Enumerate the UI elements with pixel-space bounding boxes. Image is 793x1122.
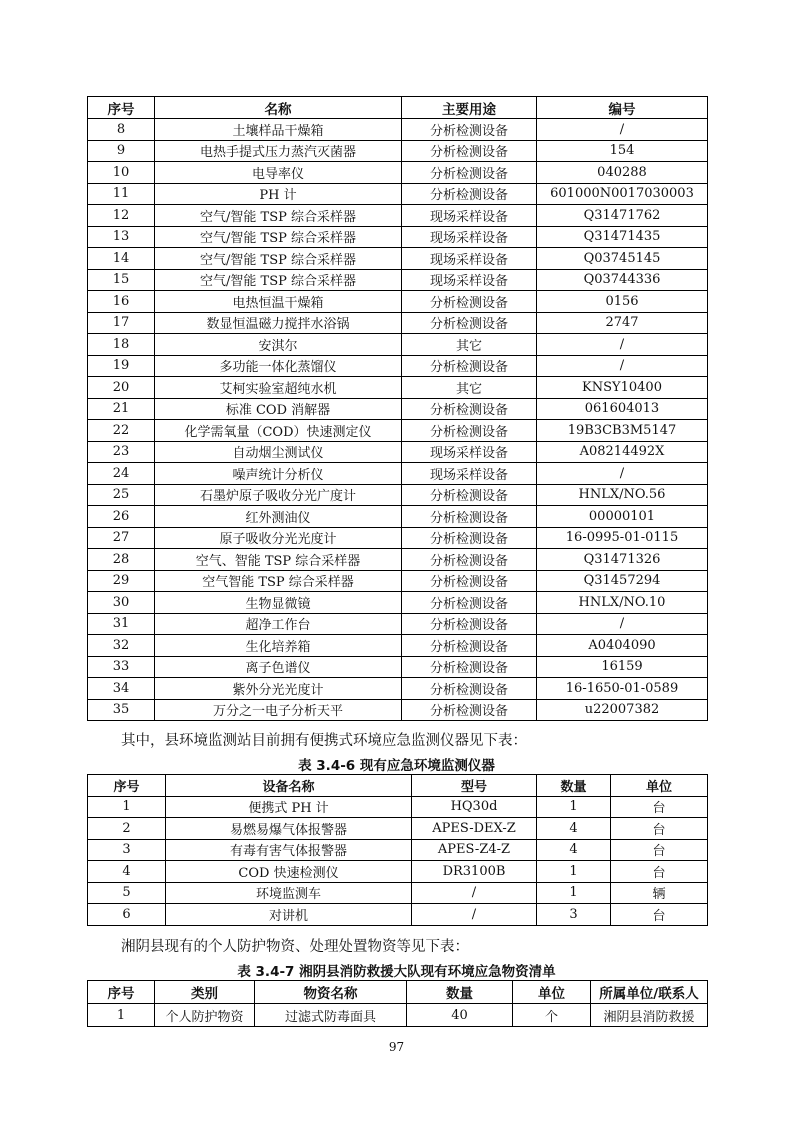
table-cell: 便携式 PH 计 <box>166 796 412 818</box>
table-cell: 环境监测车 <box>166 882 412 904</box>
table-cell: Q31457294 <box>537 570 708 592</box>
table-cell: 40 <box>407 1004 513 1027</box>
table-cell: 35 <box>88 699 155 721</box>
table-row <box>88 592 708 614</box>
table-cell: 分析检测设备 <box>402 570 537 592</box>
table-cell: 040288 <box>537 162 708 184</box>
table-header-row <box>88 775 708 797</box>
table-cell: 分析检测设备 <box>402 312 537 334</box>
table-cell: 14 <box>88 248 155 270</box>
table-cell: 27 <box>88 527 155 549</box>
table-cell: APES-Z4-Z <box>412 839 537 861</box>
table-cell: Q03744336 <box>537 269 708 291</box>
header-cell: 序号 <box>88 775 166 797</box>
table-cell: 万分之一电子分析天平 <box>155 699 402 721</box>
table-cell: HQ30d <box>412 796 537 818</box>
table-cell: 24 <box>88 463 155 485</box>
table-cell: 湘阴县消防救援 <box>591 1004 708 1027</box>
table-cell: 分析检测设备 <box>402 699 537 721</box>
table-cell: 26 <box>88 506 155 528</box>
table-cell: 33 <box>88 656 155 678</box>
table-cell: 6 <box>88 904 166 926</box>
header-cell: 所属单位/联系人 <box>591 981 708 1004</box>
table-caption-3-4-6: 表 3.4-6 现有应急环境监测仪器 <box>298 758 495 774</box>
table-cell: 安淇尔 <box>155 334 402 356</box>
table-cell: 19 <box>88 355 155 377</box>
table-cell: Q03745145 <box>537 248 708 270</box>
table-row <box>88 656 708 678</box>
table-cell: 有毒有害气体报警器 <box>166 839 412 861</box>
table-row <box>88 613 708 635</box>
table-cell: APES-DEX-Z <box>412 818 537 840</box>
table-cell: 土壤样品干燥箱 <box>155 119 402 141</box>
table-cell: 电导率仪 <box>155 162 402 184</box>
table-row <box>88 678 708 700</box>
page-number: 97 <box>388 1040 405 1054</box>
table-cell: 红外测油仪 <box>155 506 402 528</box>
table-cell: 现场采样设备 <box>402 226 537 248</box>
paragraph-portable-instruments: 其中，县环境监测站目前拥有便携式环境应急监测仪器见下表： <box>121 733 527 749</box>
table-cell: 分析检测设备 <box>402 398 537 420</box>
table-cell: 对讲机 <box>166 904 412 926</box>
table-row <box>88 839 708 861</box>
header-cell: 主要用途 <box>402 97 537 119</box>
table-cell: 0156 <box>537 291 708 313</box>
table-cell: 4 <box>88 861 166 883</box>
table-cell: 现场采样设备 <box>402 463 537 485</box>
table-cell: COD 快速检测仪 <box>166 861 412 883</box>
table-cell: 11 <box>88 183 155 205</box>
table-cell: 4 <box>537 839 611 861</box>
header-cell: 序号 <box>88 981 155 1004</box>
table-cell: 台 <box>611 904 708 926</box>
table-cell: 16-1650-01-0589 <box>537 678 708 700</box>
table-cell: 石墨炉原子吸收分光广度计 <box>155 484 402 506</box>
table-cell: 辆 <box>611 882 708 904</box>
table-cell: 1 <box>537 861 611 883</box>
table-cell: 32 <box>88 635 155 657</box>
table-cell: 电热手提式压力蒸汽灭菌器 <box>155 140 402 162</box>
table-cell: 30 <box>88 592 155 614</box>
table-row <box>88 119 708 141</box>
table-cell: 9 <box>88 140 155 162</box>
table-cell: A08214492X <box>537 441 708 463</box>
table-row <box>88 441 708 463</box>
table-cell: 1 <box>88 796 166 818</box>
table-cell: 化学需氧量（COD）快速测定仪 <box>155 420 402 442</box>
table-cell: 空气/智能 TSP 综合采样器 <box>155 269 402 291</box>
header-cell: 名称 <box>155 97 402 119</box>
table-cell: 1 <box>88 1004 155 1027</box>
table-cell: 电热恒温干燥箱 <box>155 291 402 313</box>
table-caption-3-4-7: 表 3.4-7 湘阴县消防救援大队现有环境应急物资清单 <box>237 964 556 980</box>
table-row <box>88 205 708 227</box>
table-cell: 分析检测设备 <box>402 592 537 614</box>
table-cell: 15 <box>88 269 155 291</box>
table-cell: HNLX/NO.10 <box>537 592 708 614</box>
table-cell: 艾柯实验室超纯水机 <box>155 377 402 399</box>
table-cell: 1 <box>537 796 611 818</box>
table-cell: 分析检测设备 <box>402 549 537 571</box>
table-cell: 台 <box>611 839 708 861</box>
paragraph-protective-supplies: 湘阴县现有的个人防护物资、处理处置物资等见下表： <box>121 939 469 955</box>
header-cell: 单位 <box>611 775 708 797</box>
table-row <box>88 861 708 883</box>
table-cell: 分析检测设备 <box>402 506 537 528</box>
table-cell: 自动烟尘测试仪 <box>155 441 402 463</box>
table-cell: 生物显微镜 <box>155 592 402 614</box>
table-cell: Q31471762 <box>537 205 708 227</box>
table-cell: 生化培养箱 <box>155 635 402 657</box>
table-cell: / <box>537 613 708 635</box>
table-row <box>88 904 708 926</box>
table-cell: 个人防护物资 <box>155 1004 255 1027</box>
table-cell: 分析检测设备 <box>402 678 537 700</box>
table-cell: 28 <box>88 549 155 571</box>
table-cell: 过滤式防毒面具 <box>255 1004 407 1027</box>
table-cell: 台 <box>611 861 708 883</box>
table-row <box>88 183 708 205</box>
table-cell: Q31471326 <box>537 549 708 571</box>
table-row <box>88 377 708 399</box>
header-cell: 物资名称 <box>255 981 407 1004</box>
table-cell: 16-0995-01-0115 <box>537 527 708 549</box>
table-cell: 分析检测设备 <box>402 291 537 313</box>
table-cell: 061604013 <box>537 398 708 420</box>
table-cell: 分析检测设备 <box>402 140 537 162</box>
table-cell: 空气/智能 TSP 综合采样器 <box>155 248 402 270</box>
table-row <box>88 226 708 248</box>
table-cell: 5 <box>88 882 166 904</box>
table-row <box>88 796 708 818</box>
table-row <box>88 570 708 592</box>
table-cell: 8 <box>88 119 155 141</box>
table-row <box>88 140 708 162</box>
table-cell: 16 <box>88 291 155 313</box>
table-cell: 18 <box>88 334 155 356</box>
table-row <box>88 527 708 549</box>
table-row <box>88 248 708 270</box>
emergency-instrument-table <box>87 774 708 926</box>
table-row <box>88 269 708 291</box>
header-cell: 编号 <box>537 97 708 119</box>
table-row <box>88 162 708 184</box>
table-cell: / <box>537 355 708 377</box>
table-cell: / <box>537 463 708 485</box>
table-row <box>88 420 708 442</box>
table-cell: KNSY10400 <box>537 377 708 399</box>
table-row <box>88 463 708 485</box>
table-cell: 空气智能 TSP 综合采样器 <box>155 570 402 592</box>
table-cell: 分析检测设备 <box>402 635 537 657</box>
table-cell: 13 <box>88 226 155 248</box>
table-cell: 20 <box>88 377 155 399</box>
table-cell: 噪声统计分析仪 <box>155 463 402 485</box>
emergency-supplies-table <box>87 980 708 1027</box>
table-cell: 分析检测设备 <box>402 183 537 205</box>
table-cell: 台 <box>611 818 708 840</box>
table-cell: 现场采样设备 <box>402 248 537 270</box>
table-row <box>88 699 708 721</box>
table-row <box>88 398 708 420</box>
instrument-table <box>87 96 708 721</box>
table-row <box>88 549 708 571</box>
table-cell: 现场采样设备 <box>402 441 537 463</box>
table-row <box>88 355 708 377</box>
table-cell: / <box>537 334 708 356</box>
table-cell: 分析检测设备 <box>402 119 537 141</box>
table-cell: 601000N0017030003 <box>537 183 708 205</box>
table-cell: 数显恒温磁力搅拌水浴锅 <box>155 312 402 334</box>
table-cell: / <box>412 904 537 926</box>
table-row <box>88 334 708 356</box>
table-header-row <box>88 981 708 1004</box>
table-row <box>88 882 708 904</box>
table-row <box>88 484 708 506</box>
table-cell: DR3100B <box>412 861 537 883</box>
table-cell: 分析检测设备 <box>402 420 537 442</box>
table-cell: 34 <box>88 678 155 700</box>
table-cell: 2 <box>88 818 166 840</box>
table-cell: 多功能一体化蒸馏仪 <box>155 355 402 377</box>
table-cell: 现场采样设备 <box>402 269 537 291</box>
table-cell: 31 <box>88 613 155 635</box>
table-cell: 分析检测设备 <box>402 484 537 506</box>
table-row <box>88 818 708 840</box>
table-cell: 离子色谱仪 <box>155 656 402 678</box>
table-cell: 4 <box>537 818 611 840</box>
table-cell: 空气/智能 TSP 综合采样器 <box>155 226 402 248</box>
table-row <box>88 1004 708 1027</box>
table-cell: 2747 <box>537 312 708 334</box>
table-cell: 3 <box>88 839 166 861</box>
table-cell: 紫外分光光度计 <box>155 678 402 700</box>
header-cell: 设备名称 <box>166 775 412 797</box>
table-cell: 台 <box>611 796 708 818</box>
table-cell: 空气/智能 TSP 综合采样器 <box>155 205 402 227</box>
header-cell: 类别 <box>155 981 255 1004</box>
table-cell: / <box>537 119 708 141</box>
table-cell: 22 <box>88 420 155 442</box>
table-cell: 超净工作台 <box>155 613 402 635</box>
table-cell: 12 <box>88 205 155 227</box>
table-cell: 分析检测设备 <box>402 355 537 377</box>
header-cell: 数量 <box>407 981 513 1004</box>
table-cell: 个 <box>513 1004 591 1027</box>
table-cell: / <box>412 882 537 904</box>
table-cell: 00000101 <box>537 506 708 528</box>
table-cell: 其它 <box>402 377 537 399</box>
header-cell: 数量 <box>537 775 611 797</box>
table-cell: 其它 <box>402 334 537 356</box>
table-cell: 3 <box>537 904 611 926</box>
table-cell: 分析检测设备 <box>402 527 537 549</box>
table-cell: 标准 COD 消解器 <box>155 398 402 420</box>
table-row <box>88 291 708 313</box>
table-cell: 易燃易爆气体报警器 <box>166 818 412 840</box>
table-cell: HNLX/NO.56 <box>537 484 708 506</box>
table-row <box>88 635 708 657</box>
table-cell: 10 <box>88 162 155 184</box>
table-cell: 16159 <box>537 656 708 678</box>
table-cell: 19B3CB3M5147 <box>537 420 708 442</box>
table-row <box>88 506 708 528</box>
table-header-row <box>88 97 708 119</box>
header-cell: 型号 <box>412 775 537 797</box>
table-cell: 现场采样设备 <box>402 205 537 227</box>
table-cell: 原子吸收分光光度计 <box>155 527 402 549</box>
table-cell: u22007382 <box>537 699 708 721</box>
table-cell: 分析检测设备 <box>402 162 537 184</box>
table-cell: 空气、智能 TSP 综合采样器 <box>155 549 402 571</box>
table-cell: 17 <box>88 312 155 334</box>
header-cell: 序号 <box>88 97 155 119</box>
table-cell: 23 <box>88 441 155 463</box>
table-cell: 分析检测设备 <box>402 613 537 635</box>
table-cell: 25 <box>88 484 155 506</box>
table-cell: PH 计 <box>155 183 402 205</box>
table-cell: 29 <box>88 570 155 592</box>
table-cell: 1 <box>537 882 611 904</box>
table-row <box>88 312 708 334</box>
table-cell: 分析检测设备 <box>402 656 537 678</box>
table-cell: 21 <box>88 398 155 420</box>
table-cell: 154 <box>537 140 708 162</box>
header-cell: 单位 <box>513 981 591 1004</box>
table-cell: Q31471435 <box>537 226 708 248</box>
table-cell: A0404090 <box>537 635 708 657</box>
